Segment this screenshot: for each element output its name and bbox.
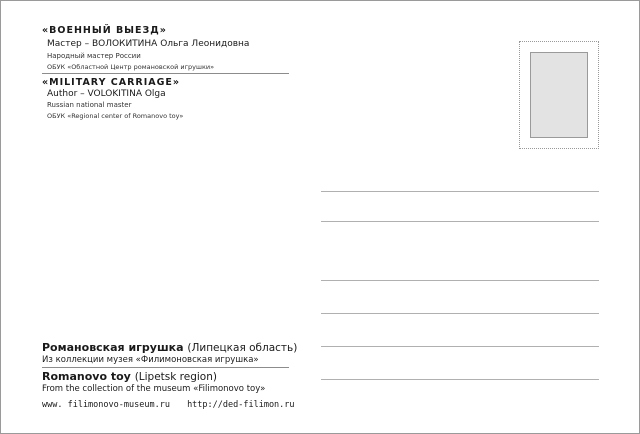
website-links [42, 400, 295, 410]
museum-line-ru: Из коллекции музея «Филимоновская игрушка» [42, 355, 259, 365]
role-en: Russian national master [47, 101, 132, 109]
address-line [321, 221, 599, 222]
org-ru: ОБУК «Областной Центр романовской игрушки» [47, 63, 215, 71]
card-title-ru: «ВОЕННЫЙ ВЫЕЗД» [42, 25, 167, 36]
address-line [321, 313, 599, 314]
stamp-placeholder [530, 52, 588, 138]
role-ru: Народный мастер России [47, 52, 141, 60]
collection-title-ru [42, 341, 297, 354]
address-line [321, 379, 599, 380]
section-divider-bottom [42, 367, 289, 368]
card-title-en: «MILITARY CARRIAGE» [42, 77, 181, 88]
collection-region-en: (Lipetsk region) [134, 371, 217, 383]
collection-name-ru: Романовская игрушка [42, 341, 184, 354]
address-line [321, 191, 599, 192]
address-line [321, 346, 599, 347]
address-line [321, 280, 599, 281]
museum-line-en: From the collection of the museum «Filimonovo toy» [42, 384, 266, 394]
author-ru: Мастер – ВОЛОКИТИНА Ольга Леонидовна [47, 39, 250, 49]
website-link-1[interactable]: www. filimonovo-museum.ru [42, 400, 170, 410]
author-en: Author – VOLOKITINA Olga [47, 89, 166, 99]
collection-title-en [42, 370, 217, 383]
website-link-2[interactable]: http://ded-filimon.ru [187, 400, 295, 410]
section-divider-top [42, 73, 289, 74]
org-en: ОБУК «Regional center of Romanovo toy» [47, 112, 184, 120]
collection-name-en: Romanovo toy [42, 370, 131, 383]
stamp-box [519, 41, 599, 149]
collection-region-ru: (Липецкая область) [187, 342, 298, 354]
